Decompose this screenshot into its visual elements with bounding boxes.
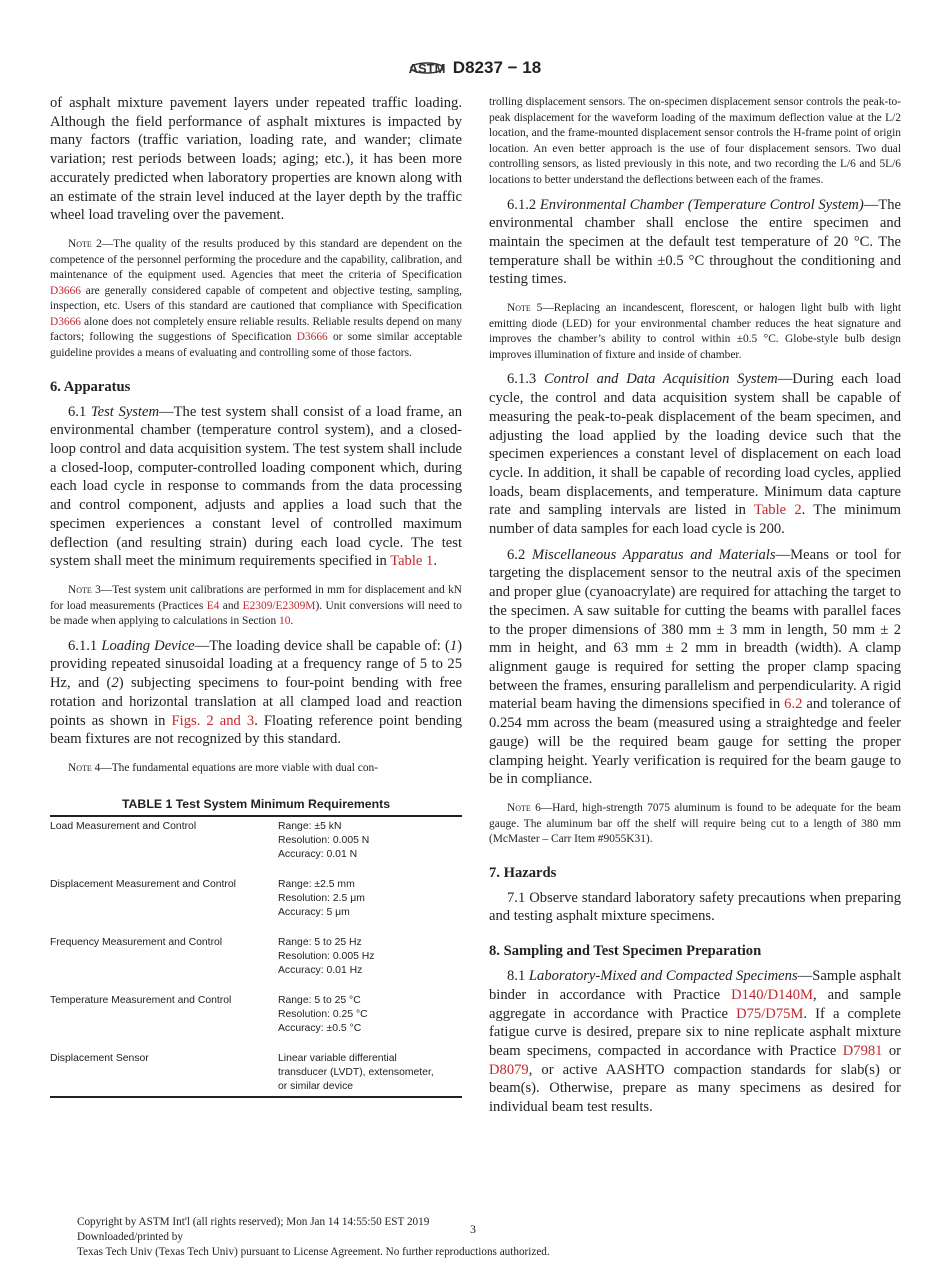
text-run: alone does not completely ensure reliable results. Reliable results depend on many factors; following the suggestions of Specification xyxy=(50,315,462,344)
note-2 xyxy=(50,237,462,362)
italic-term: Control and Data Acquisition System xyxy=(543,371,778,388)
license-line: Texas Tech Univ (Texas Tech Univ) pursuant to License Agreement. No further reproductions authorized. xyxy=(77,1246,550,1259)
table-row xyxy=(50,933,462,991)
text-run: of asphalt mixture pavement layers under repeated traffic loading. Although the field performance of asphalt mixtures is impacted by many factors (traffic variation, loading rate, and wander; climate variation; rest periods between loads; aging; etc.), it has been more accurately predicted when laboratory properties are known along with an estimate of the strain level induced at the layer depth by the traffic wheel load traveling over the pavement. xyxy=(50,95,462,224)
requirement-value: Range: 5 to 25 Hz xyxy=(278,936,362,948)
text-run: 6—Hard, high-strength 7075 aluminum is found to be adequate for the beam gauge. The aluminum bar off the shelf will require being cut to a length of 380 mm (McMaster – Carr Item #9055K31). xyxy=(489,801,901,846)
designation: D8237 − 18 xyxy=(452,58,542,77)
note-label: Note xyxy=(68,237,92,250)
requirement-values xyxy=(278,816,462,875)
table-row xyxy=(50,875,462,933)
requirement-name: Displacement Measurement and Control xyxy=(50,878,236,890)
section-7-heading: 7. Hazards xyxy=(489,864,557,881)
requirement-value: Resolution: 2.5 μm xyxy=(278,892,365,904)
left-column xyxy=(50,94,462,1098)
note-3 xyxy=(50,583,462,630)
paragraph-6-1-1 xyxy=(50,637,462,749)
reference-link[interactable]: D8079 xyxy=(489,1061,529,1078)
reference-link[interactable]: 6.2 xyxy=(784,696,803,713)
requirement-value: Accuracy: 5 μm xyxy=(278,906,350,918)
astm-logo-icon xyxy=(409,56,445,80)
text-run: are generally considered capable of competent and objective testing, sampling, inspection, etc. Users of this standard are cautioned that compliance with Specification xyxy=(50,284,462,313)
text-run: 5—Replacing an incandescent, florescent, or halogen light bulb with light emitting diode (LED) for your environmental chamber reduces the heat signature and improves the chamber’s ability to control within ±0.5 °C. Globe-style bulb design improves illumination of fixture and inside of chamber. xyxy=(489,302,901,361)
text-run: or some similar acceptable guideline provides a means of evaluating and controlling some of those factors. xyxy=(50,331,462,360)
italic-term: 1 xyxy=(449,637,458,654)
text-run: ) subjecting specimens to four-point bending with free rotation and horizontal translation at all clamped load and reaction points as shown in xyxy=(50,675,462,729)
italic-term: Test System xyxy=(90,403,160,420)
reference-link[interactable]: Figs. 2 and 3 xyxy=(171,712,255,729)
requirement-name: Displacement Sensor xyxy=(50,1052,149,1064)
paragraph-intro xyxy=(50,94,462,225)
text-run: —During each load cycle, the control and data acquisition system shall be capable of measuring the peak-to-peak displacement of the beam specimen, and adjusting the load applied by the loading device such that the specimen experiences a constant level of displacement on each load cycle. In addition, it shall be capable of recording load cycles, applied loads, beam displacements, and temperature. Minimum data capture rate and sampling intervals are listed in xyxy=(489,371,902,519)
text-run: —The environmental chamber shall enclose the entire specimen and maintain the specimen at the default test temperature of 20 °C. The temperature shall be within ±0.5 °C throughout the conditioning and testing times. xyxy=(489,196,902,288)
requirement-values xyxy=(278,991,462,1049)
table-row xyxy=(50,1049,462,1097)
text-run: 4—The fundamental equations are more viable with dual con- xyxy=(91,762,379,774)
paragraph-6-2 xyxy=(489,546,901,789)
requirement-value: Range: ±2.5 mm xyxy=(278,878,355,890)
text-run: , or active AASHTO compaction standards for slab(s) or beam(s). Otherwise, prepare as many specimens as desired for individual beam test results. xyxy=(489,1061,901,1116)
requirement-value: Range: 5 to 25 °C xyxy=(278,994,361,1006)
text-run: 6.2 xyxy=(507,546,532,563)
reference-link[interactable]: D7981 xyxy=(842,1042,883,1059)
requirement-value: Resolution: 0.005 N xyxy=(278,834,370,846)
text-run: . The minimum number of data samples for each load cycle is 200. xyxy=(489,502,901,538)
section-8-heading: 8. Sampling and Test Specimen Preparation xyxy=(489,943,762,960)
note-label: Note xyxy=(507,302,531,315)
page-number: 3 xyxy=(470,1222,476,1236)
text-run: 7.1 Observe standard laboratory safety precautions when preparing and testing asphalt mixture specimens. xyxy=(489,889,901,925)
copyright-line: Copyright by ASTM Int'l (all rights reserved); Mon Jan 14 14:55:50 EST 2019 xyxy=(77,1216,430,1228)
downloaded-line: Downloaded/printed by xyxy=(77,1231,183,1244)
note-4 xyxy=(50,761,462,777)
requirement-value: Resolution: 0.005 Hz xyxy=(278,950,375,962)
table-caption: TABLE 1 Test System Minimum Requirements xyxy=(121,796,391,811)
text-run: 2—The quality of the results produced by this standard are dependent on the competence of the personnel performing the procedure and the capability, calibration, and maintenance of the equipment used. Agencies that meet the criteria of Specification xyxy=(50,237,462,282)
text-run: —The test system shall consist of a load frame, an environmental chamber (temperature control system), and a closed-loop control and data acquisition system. The test system shall include a closed-loop, computer-controlled loading component which, during each load cycle in response to commands from the data processing and control component, adjusts and applies a load such that the specimen experiences a constant level of controlled maximum deflection (and resulting strain) during each load cycle. The test system shall meet the minimum requirements specified in xyxy=(50,403,463,570)
reference-link[interactable]: D3666 xyxy=(50,315,82,328)
text-run: —Means or tool for targeting the displacement sensor to the neutral axis of the specimen and proper glue (cyanoacrylate) are required for attaching the target to the specimen. A saw suitable for cutting the beams with parallel faces to the proper dimensions of 380 mm ± 3 mm in length, 50 mm ± 2 mm in height, and 63 mm ± 2 mm in breadth (width). A clamp alignment gauge is required for setting the proper clamp spacing between the frames, ensuring parallelism and perpendicularity. A rigid material beam having the dimensions specified in xyxy=(489,546,902,713)
paragraph-6-1-3 xyxy=(489,370,901,538)
reference-link[interactable]: D75/D75M xyxy=(736,1005,804,1022)
requirement-value: Linear variable differential xyxy=(278,1052,397,1064)
table-row xyxy=(50,816,462,875)
reference-link[interactable]: E2309/E2309M xyxy=(242,599,316,612)
reference-link[interactable]: D140/D140M xyxy=(731,986,813,1003)
text-run: 6.1.3 xyxy=(507,371,544,388)
text-run: —Sample asphalt binder in accordance with Practice xyxy=(489,968,902,1003)
reference-link[interactable]: D3666 xyxy=(296,331,328,344)
page-header xyxy=(0,56,950,80)
paragraph-8-1 xyxy=(489,967,901,1117)
reference-link[interactable]: D3666 xyxy=(50,284,82,297)
text-run: ). Unit conversions will need to be made when applying to calculations in Section xyxy=(50,599,462,628)
requirement-value: Accuracy: ±0.5 °C xyxy=(278,1022,362,1034)
text-run: ) providing repeated sinusoidal loading at a frequency range of 5 to 25 Hz, and ( xyxy=(50,637,462,692)
requirement-value: transducer (LVDT), extensometer, xyxy=(278,1066,434,1078)
requirement-values xyxy=(278,1049,462,1097)
text-run: 8.1 xyxy=(507,968,529,985)
note-label: Note xyxy=(68,762,92,774)
text-run: and xyxy=(219,599,243,612)
requirement-name: Temperature Measurement and Control xyxy=(50,994,232,1006)
reference-link[interactable]: Table 2 xyxy=(753,502,802,519)
requirements-table xyxy=(50,815,462,1098)
section-6-heading: 6. Apparatus xyxy=(50,378,131,395)
text-run: or xyxy=(882,1042,901,1059)
reference-link[interactable]: E4 xyxy=(206,599,220,612)
italic-term: Loading Device xyxy=(101,637,195,654)
text-run: trolling displacement sensors. The on-specimen displacement sensor controls the peak-to-peak displacement for the waveform loading of the maximum deflection value at the L/2 location, and the frame-mounted displacement sensor controls the H-frame point of origin location. An even better approach is the use of four displacement sensors. Two dual controlling sensors, as listed previously in this note, and two recording the L/6 and 5L/6 locations to better understand the deflections between each of the frames. xyxy=(489,96,901,186)
requirement-value: or similar device xyxy=(278,1080,354,1092)
right-column xyxy=(489,95,901,1117)
requirement-name: Frequency Measurement and Control xyxy=(50,936,223,948)
reference-link[interactable]: 10 xyxy=(279,615,291,628)
italic-term: Miscellaneous Apparatus and Materials xyxy=(531,546,776,563)
text-run: and tolerance of 0.254 mm across the beam (measured using a straightedge and feeler gauge) will be the required beam gauge for setting the proper clamping height. Yearly verification is required for the beam gauge to be in compliance. xyxy=(489,696,901,788)
paragraph-6-1 xyxy=(50,403,462,571)
text-run: 6.1.2 xyxy=(507,196,540,213)
text-run: —The loading device shall be capable of: ( xyxy=(194,637,450,654)
requirement-values xyxy=(278,933,462,991)
note-label: Note xyxy=(68,584,92,596)
note-label: Note xyxy=(507,801,531,814)
text-run: . Floating reference point bending beam fixtures are not recognized by this standard. xyxy=(50,712,463,748)
reference-link[interactable]: Table 1 xyxy=(390,553,434,570)
italic-term: 2 xyxy=(111,675,119,692)
text-run: 6.1 xyxy=(68,403,91,420)
requirement-value: Range: ±5 kN xyxy=(278,820,342,832)
note-6 xyxy=(489,801,901,848)
requirement-name: Load Measurement and Control xyxy=(50,820,197,832)
footer xyxy=(77,1215,550,1261)
table-row xyxy=(50,991,462,1049)
text-run: . If a complete fatigue curve is desired, prepare six to nine replicate asphalt mixture beam specimens, compacted in accordance with Practice xyxy=(489,1005,901,1059)
text-run: 6.1.1 xyxy=(68,637,102,654)
requirement-values xyxy=(278,875,462,933)
italic-term: Laboratory-Mixed and Compacted Specimens xyxy=(528,968,798,985)
paragraph-6-1-2 xyxy=(489,196,901,290)
requirement-value: Accuracy: 0.01 N xyxy=(278,848,358,860)
note-5 xyxy=(489,301,901,363)
paragraph-7-1 xyxy=(489,889,901,926)
text-run: . xyxy=(433,553,437,570)
svg-text:ASTM: ASTM xyxy=(408,61,445,76)
text-run: . xyxy=(290,615,294,628)
requirement-value: Resolution: 0.25 °C xyxy=(278,1008,368,1020)
text-run: 3—Test system unit calibrations are performed in mm for displacement and kN for load measurements (Practices xyxy=(50,584,462,612)
note-4-continued xyxy=(489,95,901,189)
text-run: , and sample aggregate in accordance with Practice xyxy=(489,986,901,1022)
italic-term: Environmental Chamber (Temperature Control System) xyxy=(539,196,864,213)
requirement-value: Accuracy: 0.01 Hz xyxy=(278,964,363,976)
